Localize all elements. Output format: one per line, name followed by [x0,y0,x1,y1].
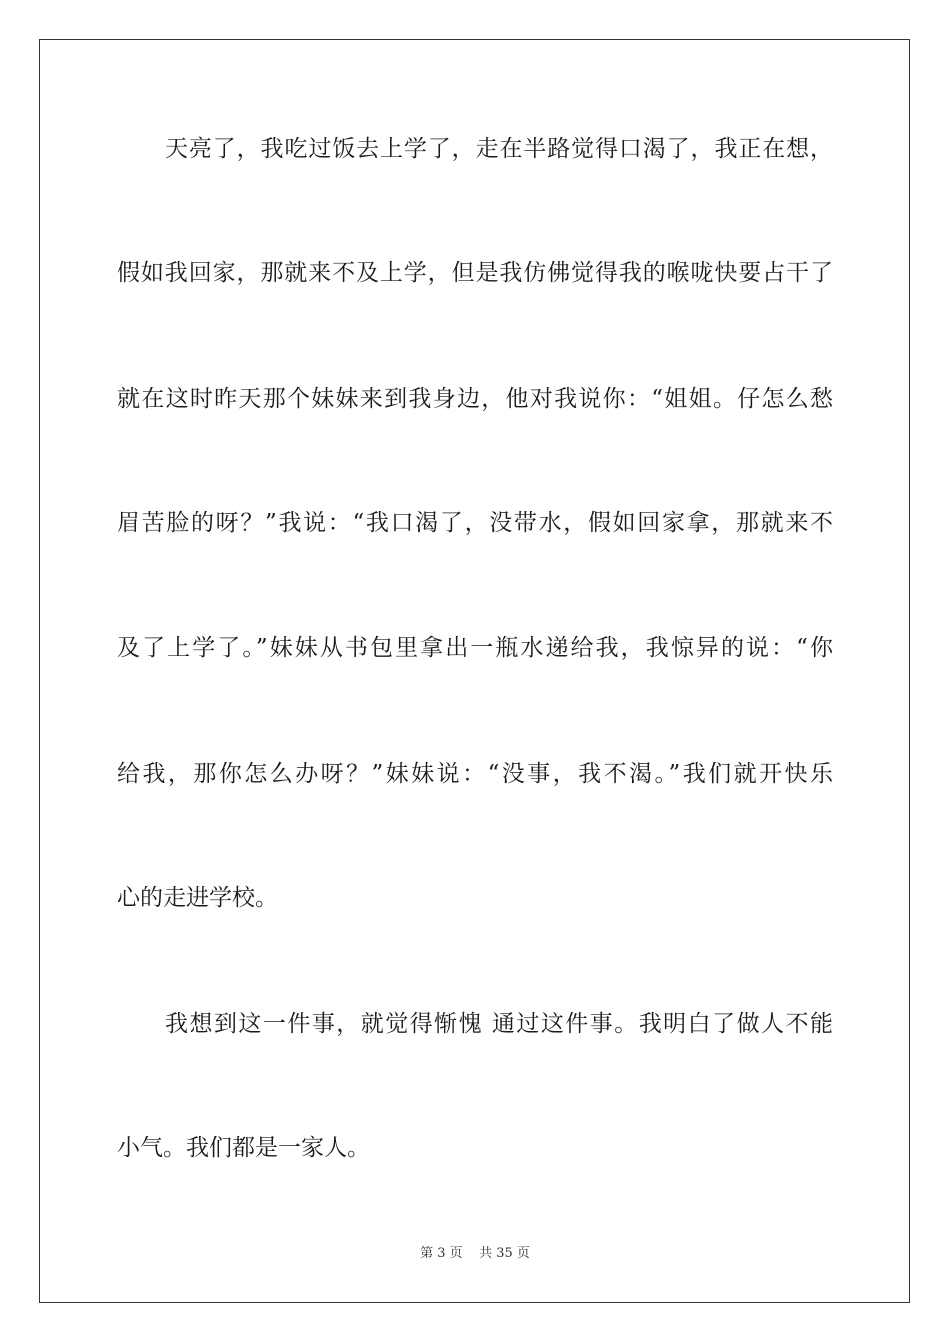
page-number-label: 第 3 页 共 35 页 [420,1246,530,1261]
paragraph-1-line-6: 给我，那你怎么办呀？”妹妹说：“没事，我不渴。”我们就开快乐 [117,761,833,787]
paragraph-2-line-1: 我想到这一件事，就觉得惭愧 通过这件事。我明白了做人不能 [165,1011,833,1037]
page-border [39,39,910,1303]
paragraph-1-line-4: 眉苦脸的呀？”我说：“我口渴了，没带水，假如回家拿，那就来不 [117,510,833,536]
paragraph-2-line-2: 小气。我们都是一家人。 [117,1135,370,1161]
page-number-footer [0,1246,950,1262]
paragraph-1-line-5: 及了上学了。”妹妹从书包里拿出一瓶水递给我，我惊异的说：“你 [117,635,833,661]
paragraph-1-line-1: 天亮了，我吃过饭去上学了，走在半路觉得口渴了，我正在想， [165,136,833,162]
paragraph-1-line-3: 就在这时昨天那个妹妹来到我身边，他对我说你：“姐姐。仔怎么愁 [117,386,833,412]
paragraph-1-line-7: 心的走进学校。 [117,885,278,911]
paragraph-1-line-2: 假如我回家，那就来不及上学，但是我仿佛觉得我的喉咙快要占干了 [117,260,833,286]
